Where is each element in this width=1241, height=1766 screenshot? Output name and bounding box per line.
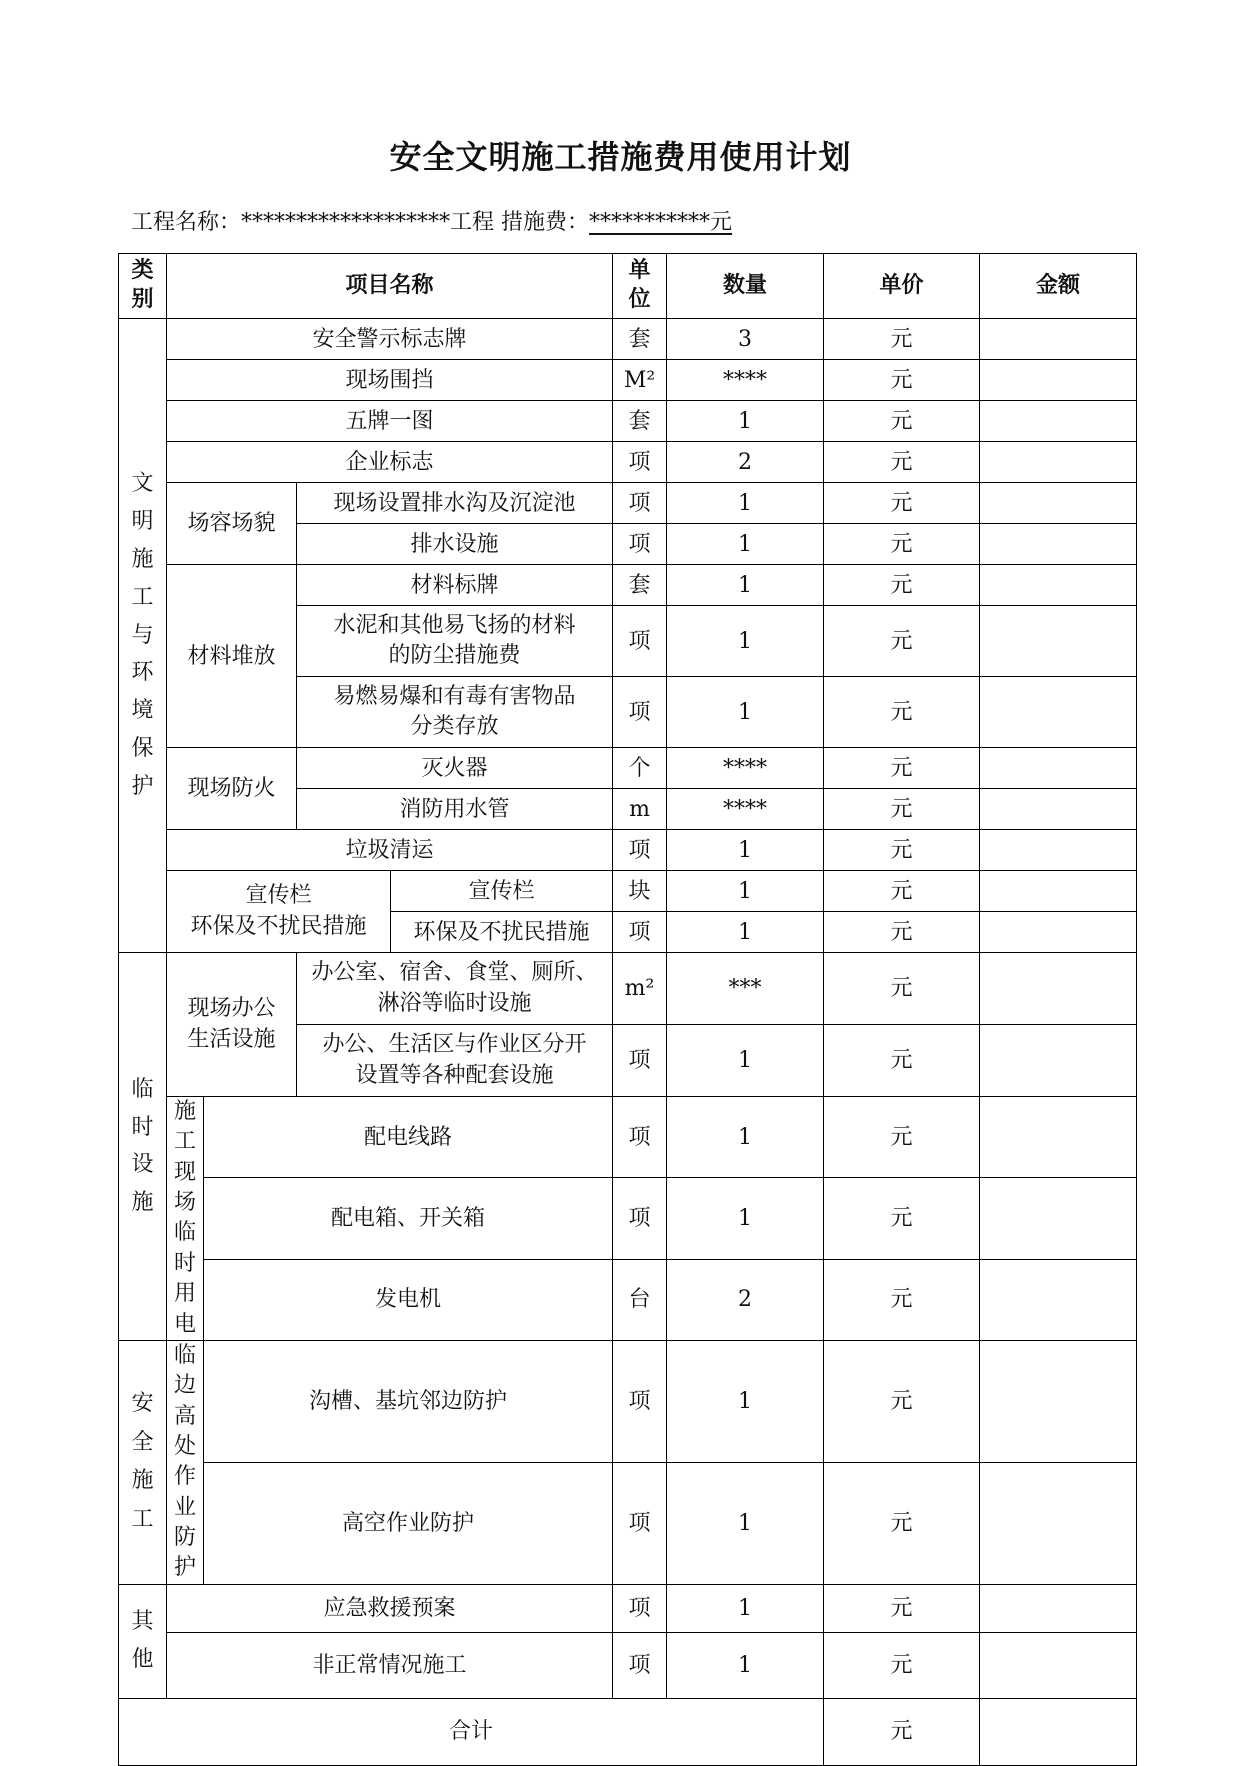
item-quantity: 2: [667, 442, 824, 483]
item-name: 环保及不扰民措施: [391, 912, 613, 953]
category-civilized-construction: 文 明 施 工 与 环 境 保 护: [119, 319, 167, 953]
item-unit: 块: [613, 871, 667, 912]
category-other: 其 他: [119, 1584, 167, 1698]
table-row: [119, 871, 1137, 912]
item-price: 元: [824, 748, 980, 789]
item-quantity: 1: [667, 483, 824, 524]
category-safety-construction: 安 全 施 工: [119, 1340, 167, 1584]
item-quantity: 1: [667, 830, 824, 871]
item-amount: [980, 1025, 1137, 1097]
fee-label: 措施费：: [501, 210, 590, 235]
item-price: 元: [824, 1340, 980, 1462]
item-name: 易燃易爆和有毒有害物品 分类存放: [297, 677, 613, 748]
item-name: 配电箱、开关箱: [204, 1178, 613, 1259]
item-name: 水泥和其他易飞扬的材料 的防尘措施费: [297, 606, 613, 677]
item-name: 沟槽、基坑邻边防护: [204, 1340, 613, 1462]
item-name: 办公、生活区与作业区分开 设置等各种配套设施: [297, 1025, 613, 1097]
group-fire-protection: 现场防火: [167, 748, 297, 830]
group-edge-height-protection: 临边 高处 作业 防护: [167, 1340, 204, 1584]
item-amount: [980, 319, 1137, 360]
header-amount: 金额: [980, 254, 1137, 319]
table-row: [119, 1178, 1137, 1259]
item-quantity: 1: [667, 912, 824, 953]
item-unit: m: [613, 789, 667, 830]
item-amount: [980, 871, 1137, 912]
item-price: 元: [824, 1462, 980, 1584]
item-name: 企业标志: [167, 442, 613, 483]
item-amount: [980, 1259, 1137, 1340]
table-row: [119, 442, 1137, 483]
item-name: 安全警示标志牌: [167, 319, 613, 360]
item-quantity: 1: [667, 1584, 824, 1632]
item-amount: [980, 830, 1137, 871]
item-price: 元: [824, 1025, 980, 1097]
item-price: 元: [824, 360, 980, 401]
item-price: 元: [824, 912, 980, 953]
item-price: 元: [824, 524, 980, 565]
item-price: 元: [824, 1259, 980, 1340]
item-amount: [980, 953, 1137, 1025]
total-price: 元: [824, 1698, 980, 1765]
item-unit: 项: [613, 1462, 667, 1584]
item-price: 元: [824, 606, 980, 677]
item-amount: [980, 442, 1137, 483]
item-price: 元: [824, 677, 980, 748]
header-price: 单价: [824, 254, 980, 319]
group-material-storage: 材料堆放: [167, 565, 297, 748]
table-row: [119, 1584, 1137, 1632]
item-quantity: ****: [667, 748, 824, 789]
item-price: 元: [824, 483, 980, 524]
item-quantity: ****: [667, 789, 824, 830]
item-price: 元: [824, 871, 980, 912]
item-amount: [980, 360, 1137, 401]
item-unit: 项: [613, 1632, 667, 1698]
item-amount: [980, 1632, 1137, 1698]
item-unit: 项: [613, 1178, 667, 1259]
item-amount: [980, 748, 1137, 789]
item-quantity: 2: [667, 1259, 824, 1340]
header-category: 类 别: [119, 254, 167, 319]
header-quantity: 数量: [667, 254, 824, 319]
item-unit: 套: [613, 319, 667, 360]
item-amount: [980, 401, 1137, 442]
item-unit: 项: [613, 1340, 667, 1462]
table-row: [119, 401, 1137, 442]
item-amount: [980, 1097, 1137, 1178]
item-quantity: 1: [667, 1097, 824, 1178]
item-name: 办公室、宿舍、食堂、厕所、 淋浴等临时设施: [297, 953, 613, 1025]
item-price: 元: [824, 789, 980, 830]
table-row: [119, 1340, 1137, 1462]
item-name: 五牌一图: [167, 401, 613, 442]
item-price: 元: [824, 1178, 980, 1259]
item-name: 宣传栏: [391, 871, 613, 912]
total-amount: [980, 1698, 1137, 1765]
item-amount: [980, 1340, 1137, 1462]
item-amount: [980, 1178, 1137, 1259]
group-publicity-board: 宣传栏 环保及不扰民措施: [167, 871, 391, 953]
header-unit: 单 位: [613, 254, 667, 319]
item-name: 配电线路: [204, 1097, 613, 1178]
item-price: 元: [824, 442, 980, 483]
item-quantity: 1: [667, 606, 824, 677]
item-quantity: ***: [667, 953, 824, 1025]
item-amount: [980, 606, 1137, 677]
cost-plan-table: [118, 253, 1137, 1766]
table-row: [119, 830, 1137, 871]
item-name: 排水设施: [297, 524, 613, 565]
total-row: [119, 1698, 1137, 1765]
item-quantity: 1: [667, 565, 824, 606]
item-amount: [980, 1462, 1137, 1584]
table-row: [119, 1632, 1137, 1698]
item-unit: 项: [613, 442, 667, 483]
item-amount: [980, 565, 1137, 606]
item-name: 发电机: [204, 1259, 613, 1340]
item-unit: 项: [613, 677, 667, 748]
table-row: [119, 483, 1137, 524]
table-row: [119, 360, 1137, 401]
table-row: [119, 1097, 1137, 1178]
item-unit: 项: [613, 1584, 667, 1632]
page-title: 安全文明施工措施费用使用计划: [389, 138, 852, 176]
item-price: 元: [824, 1632, 980, 1698]
item-unit: 项: [613, 524, 667, 565]
table-row: [119, 1462, 1137, 1584]
item-unit: 项: [613, 830, 667, 871]
category-temporary-facilities: 临 时 设 施: [119, 953, 167, 1341]
item-price: 元: [824, 830, 980, 871]
item-price: 元: [824, 1584, 980, 1632]
item-amount: [980, 789, 1137, 830]
item-unit: 套: [613, 401, 667, 442]
item-quantity: 1: [667, 1462, 824, 1584]
group-office-living: 现场办公 生活设施: [167, 953, 297, 1097]
item-quantity: ****: [667, 360, 824, 401]
item-price: 元: [824, 1097, 980, 1178]
item-name: 垃圾清运: [167, 830, 613, 871]
item-unit: M²: [613, 360, 667, 401]
table-row: [119, 1259, 1137, 1340]
item-name: 现场设置排水沟及沉淀池: [297, 483, 613, 524]
project-name-value: *******************工程: [241, 210, 495, 235]
table-row: [119, 953, 1137, 1025]
header-item-name: 项目名称: [167, 254, 613, 319]
item-quantity: 1: [667, 871, 824, 912]
item-unit: 项: [613, 1097, 667, 1178]
item-unit: 个: [613, 748, 667, 789]
item-amount: [980, 524, 1137, 565]
total-label: 合计: [119, 1698, 824, 1765]
group-temporary-electricity: 施工 现场 临时 用电: [167, 1097, 204, 1341]
item-quantity: 1: [667, 524, 824, 565]
item-amount: [980, 677, 1137, 748]
item-unit: 项: [613, 912, 667, 953]
item-name: 消防用水管: [297, 789, 613, 830]
item-price: 元: [824, 953, 980, 1025]
item-amount: [980, 912, 1137, 953]
item-name: 灭火器: [297, 748, 613, 789]
fee-value: ***********元: [589, 210, 733, 235]
item-price: 元: [824, 319, 980, 360]
item-name: 应急救援预案: [167, 1584, 613, 1632]
item-unit: 项: [613, 606, 667, 677]
item-quantity: 1: [667, 1340, 824, 1462]
item-unit: 台: [613, 1259, 667, 1340]
item-quantity: 1: [667, 1632, 824, 1698]
item-quantity: 1: [667, 1178, 824, 1259]
item-quantity: 1: [667, 401, 824, 442]
item-unit: 套: [613, 565, 667, 606]
item-name: 非正常情况施工: [167, 1632, 613, 1698]
item-price: 元: [824, 401, 980, 442]
item-name: 材料标牌: [297, 565, 613, 606]
item-name: 高空作业防护: [204, 1462, 613, 1584]
table-row: [119, 748, 1137, 789]
item-quantity: 1: [667, 1025, 824, 1097]
project-info-line: [131, 205, 732, 236]
item-amount: [980, 483, 1137, 524]
item-quantity: 3: [667, 319, 824, 360]
group-site-appearance: 场容场貌: [167, 483, 297, 565]
header-row: [119, 254, 1137, 319]
table-row: [119, 319, 1137, 360]
item-unit: 项: [613, 483, 667, 524]
item-unit: m²: [613, 953, 667, 1025]
table-row: [119, 565, 1137, 606]
item-quantity: 1: [667, 677, 824, 748]
item-unit: 项: [613, 1025, 667, 1097]
project-name-label: 工程名称：: [131, 210, 242, 235]
item-amount: [980, 1584, 1137, 1632]
item-price: 元: [824, 565, 980, 606]
item-name: 现场围挡: [167, 360, 613, 401]
